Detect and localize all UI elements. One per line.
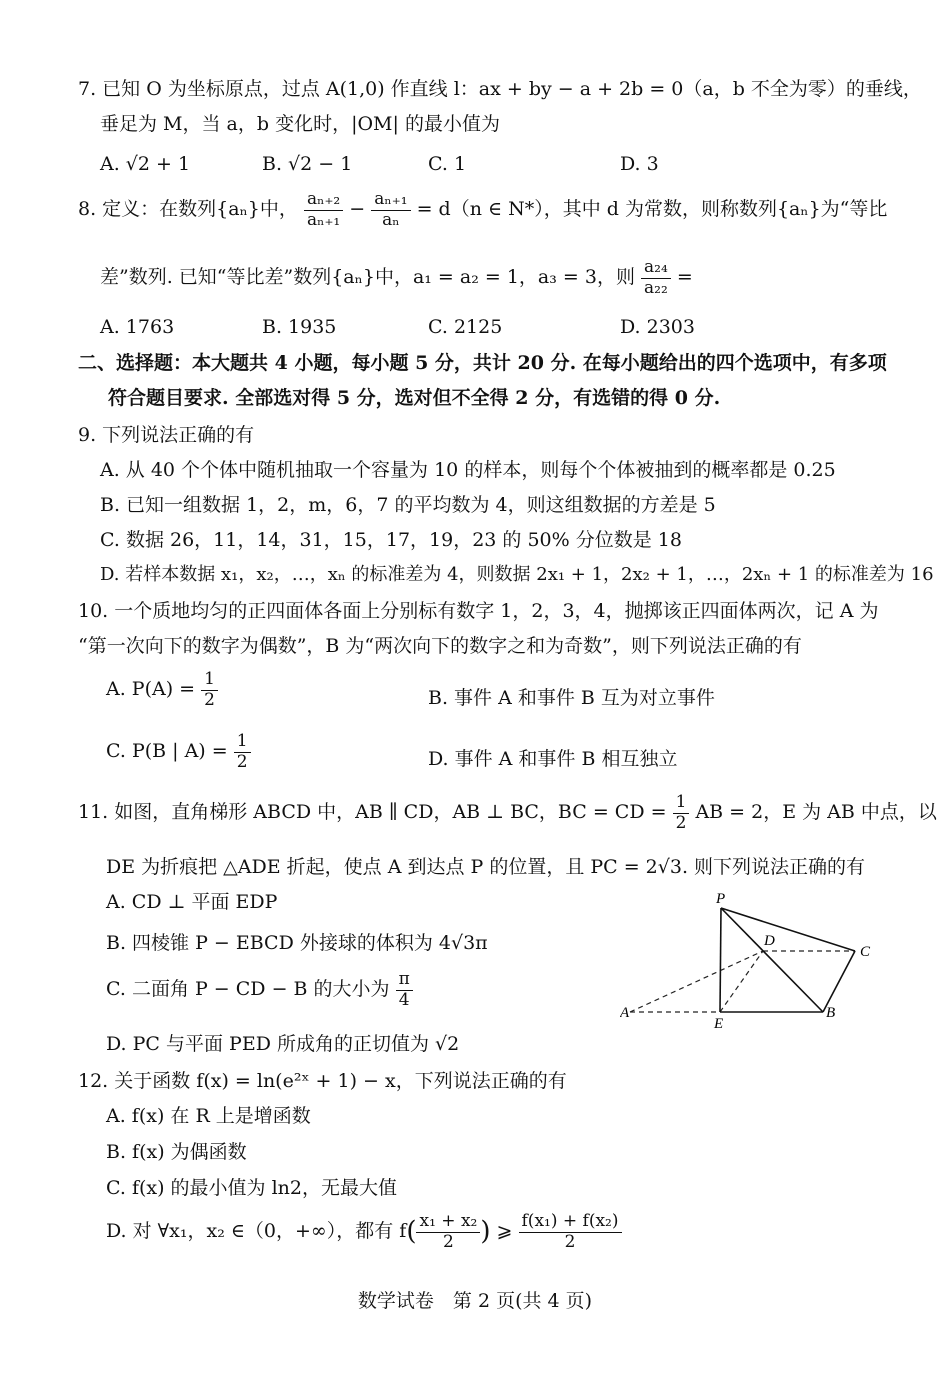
q8-minus: − (349, 198, 366, 221)
q10-stem-line1: 10. 一个质地均匀的正四面体各面上分别标有数字 1，2，3，4，抛掷该正四面体两次，记 A 为 (78, 600, 879, 622)
q11-option-c (106, 970, 413, 1010)
q12-option-d-fraction-2 (519, 1212, 622, 1252)
q8-frac2-den: aₙ (382, 209, 400, 230)
q7-option-b: B. √2 − 1 (262, 153, 353, 175)
q9-option-b: B. 已知一组数据 1，2，m，6，7 的平均数为 4，则这组数据的方差是 5 (100, 494, 716, 516)
q8-stem-line2 (100, 258, 693, 298)
q8-fraction-2 (371, 190, 410, 230)
q8-frac2-num: aₙ₊₁ (371, 190, 410, 211)
fig-line-ED (720, 951, 763, 1012)
q11-option-a: A. CD ⊥ 平面 EDP (106, 891, 278, 913)
q10-a-num: 1 (201, 670, 218, 691)
q10-option-a-text: A. P(A) = (106, 678, 196, 701)
q8-frac3-den: a₂₂ (644, 277, 668, 298)
q10-option-a-fraction (201, 670, 218, 710)
q11-stem-line1-part2: AB = 2，E 为 AB 中点，以 (695, 801, 937, 824)
q12-d-den2: 2 (564, 1231, 576, 1252)
q8-stem-line1-part2: = d（n ∈ N*），其中 d 为常数，则称数列{aₙ}为“等比 (416, 198, 888, 221)
section2-heading-line2: 符合题目要求. 全部选对得 5 分，选对但不全得 2 分，有选错的得 0 分. (108, 387, 721, 409)
q10-a-den: 2 (204, 689, 215, 710)
q7-option-d: D. 3 (620, 153, 659, 175)
q7-option-c: C. 1 (428, 153, 467, 175)
fig-label-p: P (716, 891, 726, 907)
q11-pi-den: 4 (398, 989, 410, 1010)
q8-option-d: D. 2303 (620, 316, 695, 338)
q12-option-c: C. f(x) 的最小值为 ln2，无最大值 (106, 1177, 397, 1199)
q12-option-b: B. f(x) 为偶函数 (106, 1141, 247, 1163)
q11-option-d: D. PC 与平面 PED 所成角的正切值为 √2 (106, 1033, 460, 1055)
q7-stem-line1: 7. 已知 O 为坐标原点，过点 A(1,0) 作直线 l：ax + by − a + 2b = 0（a，b 不全为零）的垂线， (78, 78, 922, 100)
q8-option-a: A. 1763 (100, 316, 175, 338)
q10-option-c-text: C. P(B | A) = (106, 740, 228, 763)
q11-option-c-text: C. 二面角 P − CD − B 的大小为 (106, 978, 390, 1001)
q11-half-fraction (673, 793, 690, 833)
q12-option-d-fraction-1 (416, 1212, 480, 1252)
q12-d-num1: x₁ + x₂ (416, 1212, 480, 1233)
q8-stem-line1 (78, 190, 887, 230)
q10-c-num: 1 (234, 732, 251, 753)
q7-stem-line2: 垂足为 M，当 a，b 变化时，|OM| 的最小值为 (100, 113, 500, 135)
q12-option-d-ge: ⩾ (496, 1220, 513, 1243)
fig-line-PE (720, 908, 721, 1012)
q8-fraction-1 (304, 190, 343, 230)
q8-stem-line2-part1: 差”数列. 已知“等比差”数列{aₙ}中，a₁ = a₂ = 1，a₃ = 3，则 (100, 266, 635, 289)
q12-d-num2: f(x₁) + f(x₂) (519, 1212, 622, 1233)
q8-option-c: C. 2125 (428, 316, 503, 338)
q12-option-a: A. f(x) 在 R 上是增函数 (106, 1105, 311, 1127)
q10-option-d: D. 事件 A 和事件 B 相互独立 (428, 748, 678, 770)
q10-c-den: 2 (236, 751, 248, 772)
q11-pyramid-figure (620, 890, 875, 1030)
page-footer: 数学试卷 第 2 页(共 4 页) (357, 1290, 593, 1312)
q8-option-b: B. 1935 (262, 316, 337, 338)
q9-option-a: A. 从 40 个个体中随机抽取一个容量为 10 的样本，则每个个体被抽到的概率都是 0.25 (100, 459, 836, 481)
q11-stem-line1-part1: 11. 如图，直角梯形 ABCD 中，AB ∥ CD，AB ⊥ BC，BC = CD = (78, 801, 667, 824)
section2-heading-line1: 二、选择题：本大题共 4 小题，每小题 5 分，共计 20 分. 在每小题给出的四个选项中，有多项 (78, 352, 887, 374)
q11-option-b: B. 四棱锥 P − EBCD 外接球的体积为 4√3π (106, 932, 488, 954)
q12-option-d-text: D. 对 ∀x₁，x₂ ∈（0，+∞），都有 f (106, 1220, 407, 1243)
q8-stem-line2-part2: = (676, 266, 693, 289)
q11-stem-line1 (78, 793, 937, 833)
q8-fraction-3 (641, 258, 671, 298)
q10-option-a (106, 670, 218, 710)
q10-stem-line2: “第一次向下的数字为偶数”，B 为“两次向下的数字之和为奇数”，则下列说法正确的有 (78, 635, 802, 657)
q11-pi-fraction (396, 970, 413, 1010)
q8-stem-line1-part1: 8. 定义：在数列{aₙ}中， (78, 198, 298, 221)
q7-option-a: A. √2 + 1 (100, 153, 191, 175)
fig-label-a: A (620, 1005, 630, 1021)
q12-d-den1: 2 (443, 1231, 454, 1252)
q10-option-c (106, 732, 251, 772)
fig-line-BC (823, 951, 855, 1012)
q12-stem: 12. 关于函数 f(x) = ln(e²ˣ + 1) − x，下列说法正确的有 (78, 1070, 567, 1092)
fig-label-b: B (826, 1005, 836, 1021)
q9-option-d: D. 若样本数据 x₁，x₂，…，xₙ 的标准差为 4，则数据 2x₁ + 1，2x₂ + 1，…，2xₙ + 1 的标准差为 16 (100, 564, 934, 585)
q11-stem-line2: DE 为折痕把 △ADE 折起，使点 A 到达点 P 的位置，且 PC = 2√3. 则下列说法正确的有 (106, 856, 866, 878)
q8-frac1-den: aₙ₊₁ (306, 209, 341, 230)
fig-line-AD (630, 951, 763, 1012)
q11-half-den: 2 (675, 812, 687, 833)
fig-label-e: E (714, 1016, 724, 1030)
q8-frac3-num: a₂₄ (641, 258, 671, 279)
fig-label-c: C (860, 944, 871, 960)
q10-option-b: B. 事件 A 和事件 B 互为对立事件 (428, 687, 715, 709)
q11-pi-num: π (396, 970, 413, 991)
q11-half-num: 1 (673, 793, 690, 814)
q8-frac1-num: aₙ₊₂ (304, 190, 343, 211)
q9-stem: 9. 下列说法正确的有 (78, 424, 255, 446)
q10-option-c-fraction (234, 732, 251, 772)
fig-label-d: D (764, 933, 775, 949)
q12-option-d: D. 对 ∀x₁，x₂ ∈（0，+∞），都有 f( $\frac{\text{x₁ + x₂}}{2}$ ) ⩾ $\frac{\text{f(x₁) + f(x₂)}}{2}$ (106, 1212, 622, 1252)
q9-option-c: C. 数据 26，11，14，31，15，17，19，23 的 50% 分位数是 18 (100, 529, 682, 551)
